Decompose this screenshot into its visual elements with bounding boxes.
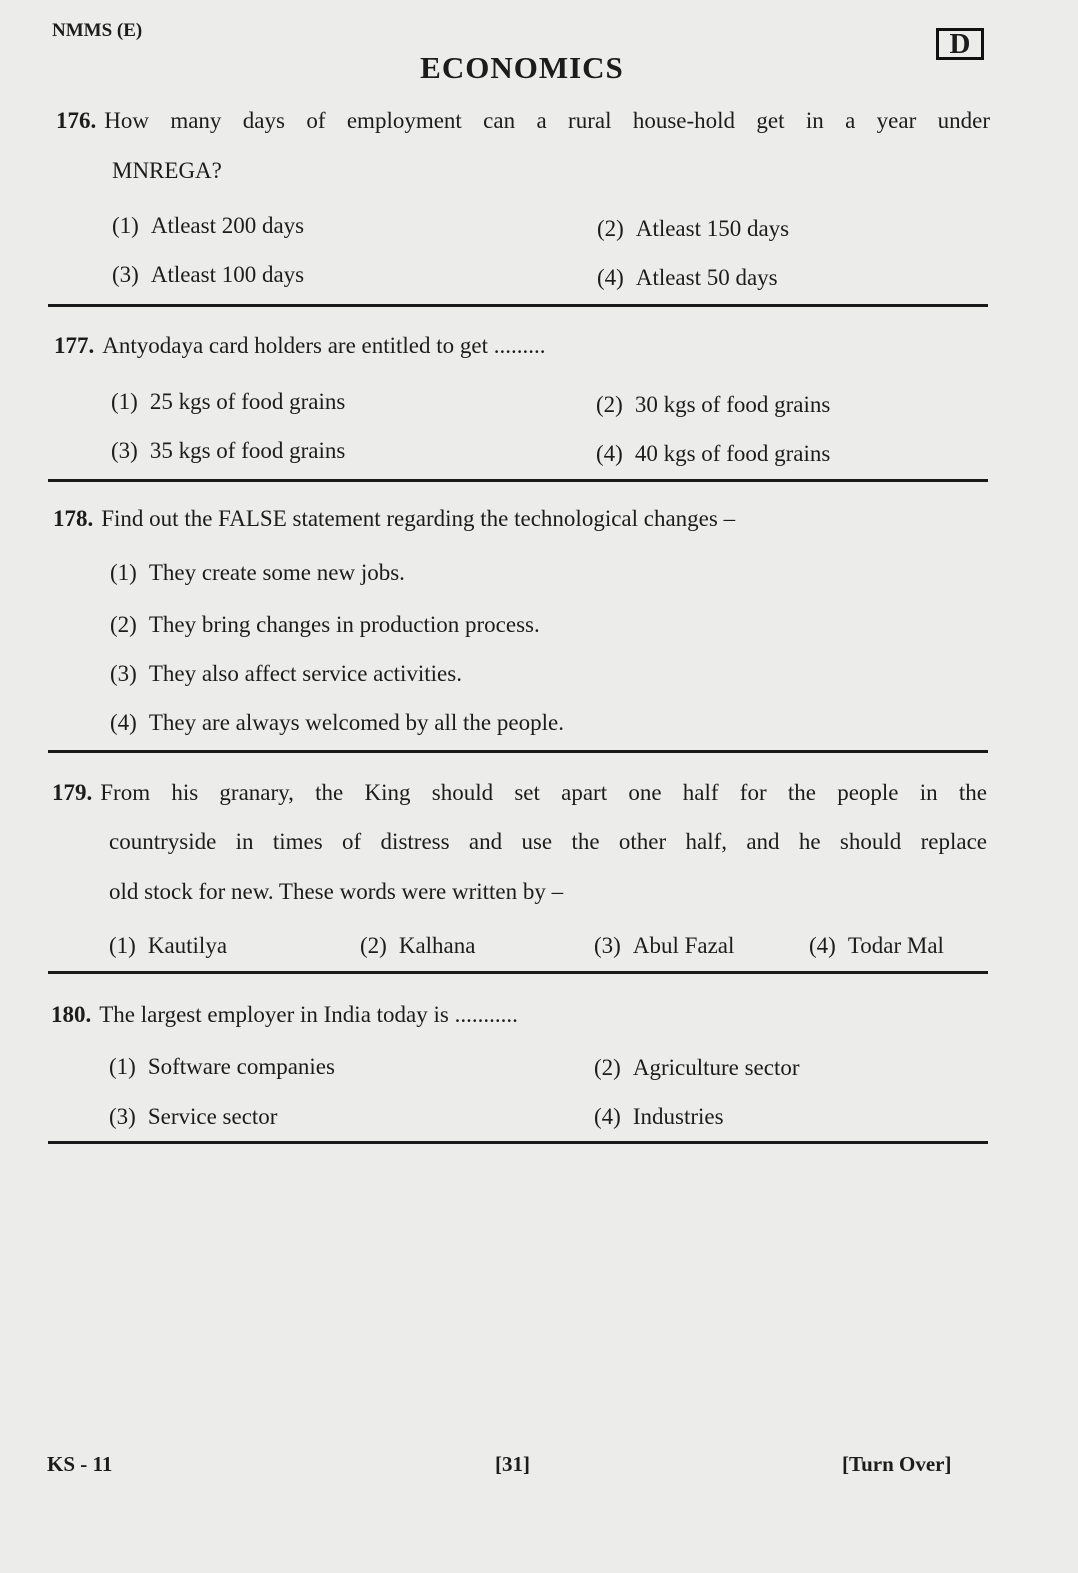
booklet-set-label: D bbox=[936, 28, 984, 60]
option-4[interactable]: (4) Atleast 50 days bbox=[597, 265, 778, 290]
divider bbox=[48, 750, 988, 753]
question-number: 179. bbox=[52, 780, 93, 805]
option-1[interactable]: (1) Software companies bbox=[109, 1054, 335, 1079]
option-2[interactable]: (2) They bring changes in production process. bbox=[110, 612, 540, 637]
option-3[interactable]: (3) 35 kgs of food grains bbox=[111, 438, 346, 463]
question-text: How many days of employment can a rural house-hold get in a year under bbox=[104, 108, 990, 133]
question-text: From his granary, the King should set apart one half for the people in the bbox=[100, 780, 987, 805]
option-2[interactable]: (2) 30 kgs of food grains bbox=[596, 392, 831, 417]
option-3[interactable]: (3) Service sector bbox=[109, 1104, 278, 1129]
question-text: Antyodaya card holders are entitled to get ......... bbox=[102, 333, 546, 358]
question-text-continued: countryside in times of distress and use the other half, and he should replace bbox=[109, 829, 987, 854]
option-2[interactable]: (2) Atleast 150 days bbox=[597, 216, 790, 241]
question-text: Find out the FALSE statement regarding the technological changes – bbox=[101, 506, 736, 531]
divider bbox=[48, 1141, 988, 1144]
divider bbox=[48, 479, 988, 482]
option-1[interactable]: (1) They create some new jobs. bbox=[110, 560, 405, 585]
question-text-continued: MNREGA? bbox=[112, 158, 222, 183]
option-4[interactable]: (4) Industries bbox=[594, 1104, 724, 1129]
option-2[interactable]: (2) Agriculture sector bbox=[594, 1055, 800, 1080]
question-number: 176. bbox=[56, 108, 97, 133]
option-3[interactable]: (3) They also affect service activities. bbox=[110, 661, 462, 686]
question-text: The largest employer in India today is ........... bbox=[99, 1002, 518, 1027]
divider bbox=[48, 971, 988, 974]
option-4[interactable]: (4) They are always welcomed by all the people. bbox=[110, 710, 564, 735]
option-2[interactable]: (2) Kalhana bbox=[360, 933, 476, 958]
section-title: ECONOMICS bbox=[420, 50, 624, 85]
divider bbox=[48, 304, 988, 307]
option-1[interactable]: (1) Kautilya bbox=[109, 933, 228, 958]
question-number: 177. bbox=[54, 333, 95, 358]
option-3[interactable]: (3) Abul Fazal bbox=[594, 933, 735, 958]
question-text-continued: old stock for new. These words were written by – bbox=[109, 879, 564, 904]
option-4[interactable]: (4) Todar Mal bbox=[809, 933, 944, 958]
option-1[interactable]: (1) 25 kgs of food grains bbox=[111, 389, 346, 414]
question-number: 180. bbox=[51, 1002, 92, 1027]
option-3[interactable]: (3) Atleast 100 days bbox=[112, 262, 305, 287]
paper-code: NMMS (E) bbox=[52, 20, 143, 41]
page-number: [31] bbox=[495, 1452, 530, 1476]
turn-over-note: [Turn Over] bbox=[842, 1452, 952, 1476]
option-1[interactable]: (1) Atleast 200 days bbox=[112, 213, 305, 238]
option-4[interactable]: (4) 40 kgs of food grains bbox=[596, 441, 831, 466]
footer-code: KS - 11 bbox=[47, 1452, 113, 1476]
question-number: 178. bbox=[53, 506, 94, 531]
